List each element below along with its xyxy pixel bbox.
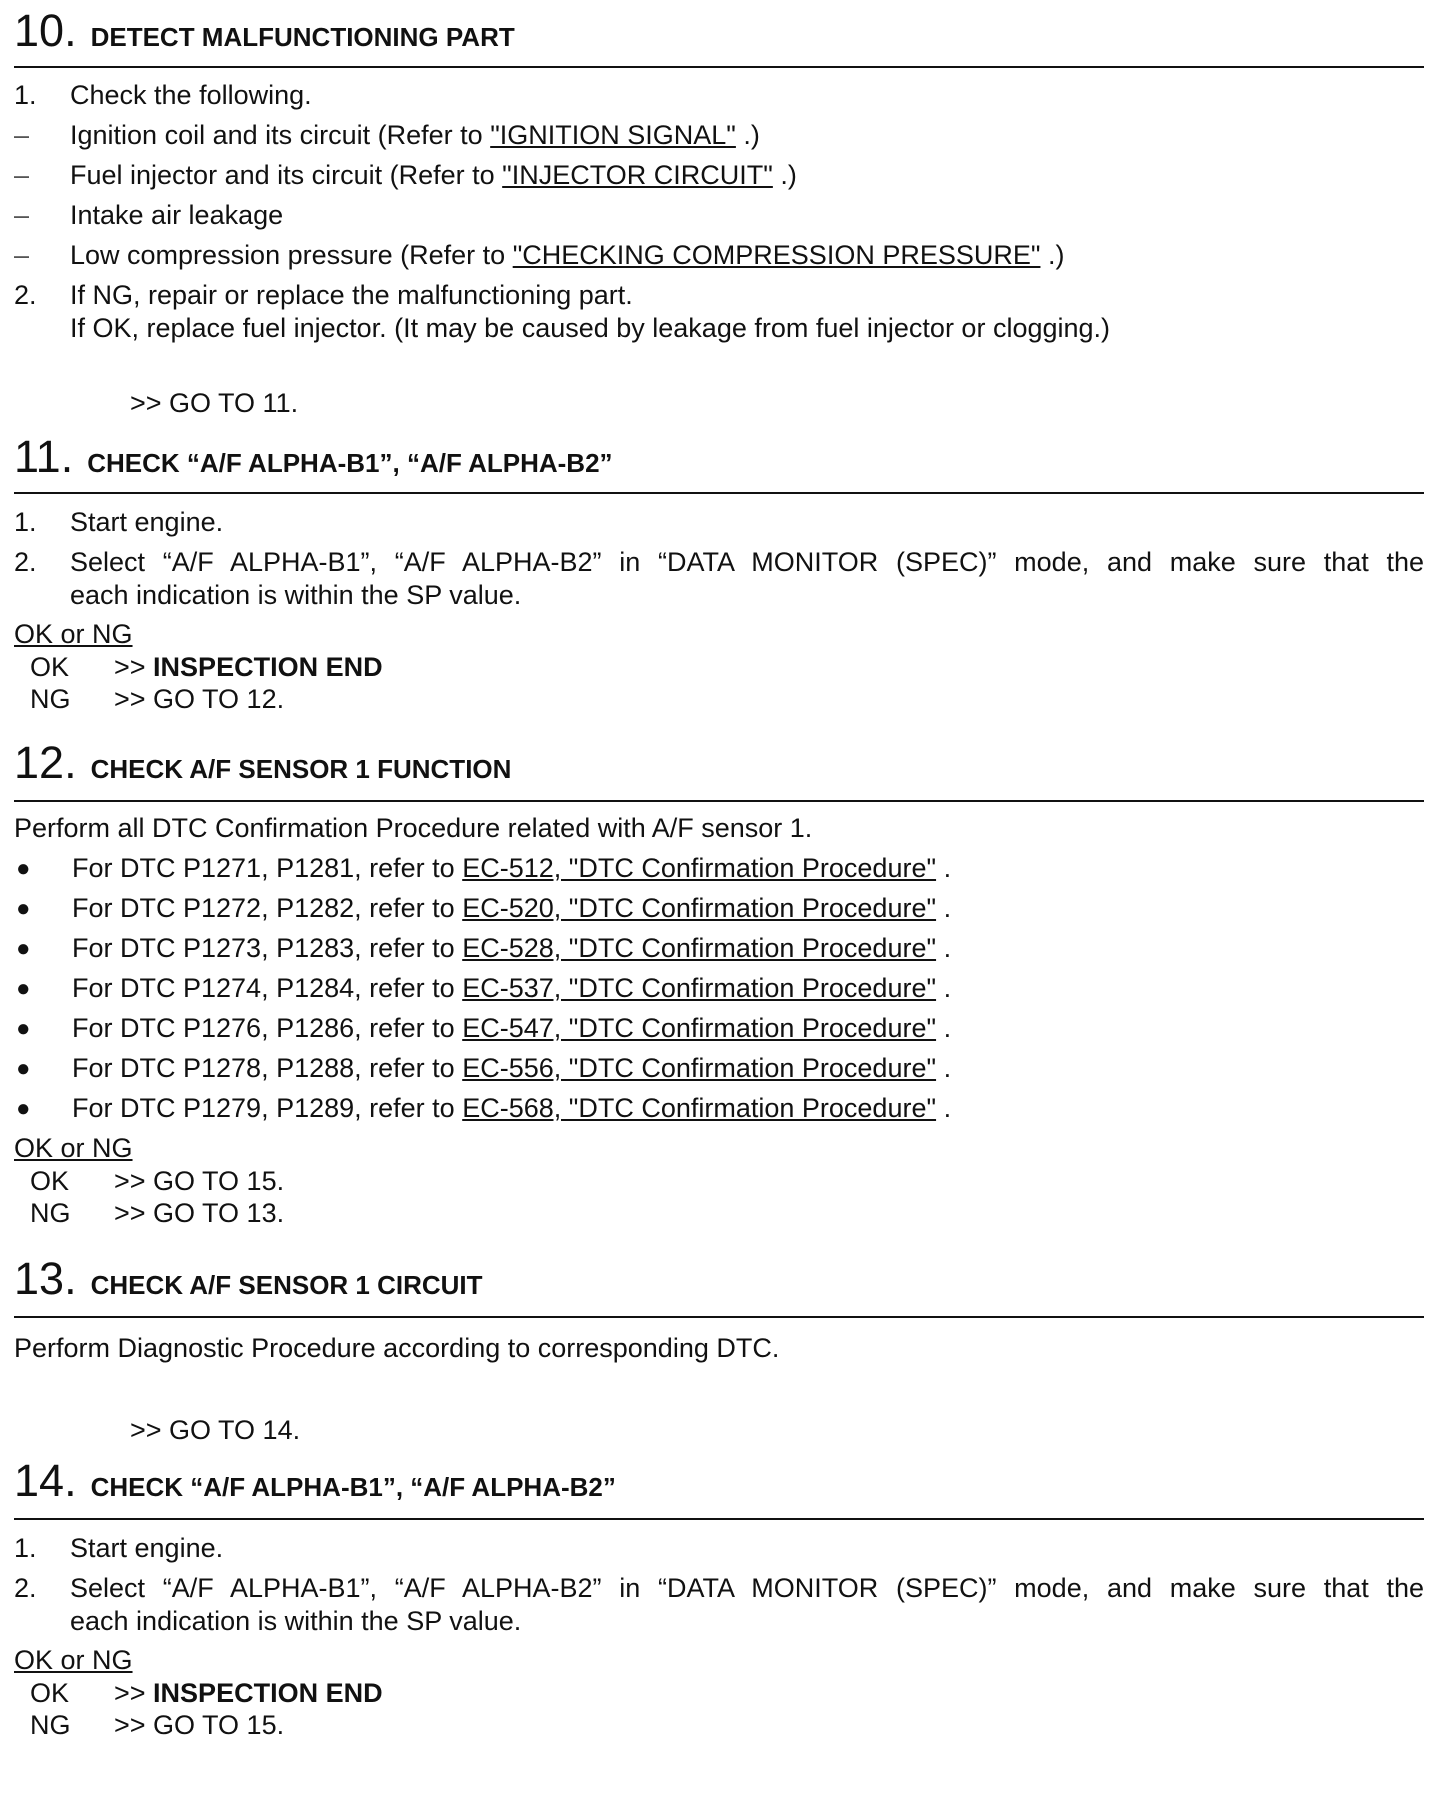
section-11-heading [14,431,1424,496]
bullet-icon: ● [16,1055,31,1082]
step-number: 2. [14,547,37,577]
list-item [14,119,1424,159]
result-ng [14,1197,1424,1229]
dtc-text: For DTC P1278, P1288 [72,1053,355,1083]
step-text: each indication is within the SP value. [70,580,522,610]
item-suffix: .) [772,160,797,190]
section-title: CHECK A/F SENSOR 1 FUNCTION [90,754,512,784]
step-row [14,1532,1424,1572]
ok-label: OK [30,1166,70,1196]
step-text: Select “A/F ALPHA-B1”, “A/F ALPHA-B2” in “DATA MONITOR (SPEC)” mode, and make sure that the [70,1573,1424,1603]
item-suffix: . [936,853,952,883]
list-item [14,852,1424,892]
ng-label: NG [30,1710,71,1740]
body-text: Perform Diagnostic Procedure according to corresponding DTC. [14,1333,780,1363]
section-11 [14,431,1424,715]
item-suffix: .) [1040,240,1065,270]
ng-label: NG [30,684,71,714]
dtc-text: For DTC P1279, P1289 [72,1093,355,1123]
step-number: 1. [14,507,37,537]
dash-marker: – [14,240,30,270]
step-text: If NG, repair or replace the malfunctioning part. [70,280,633,310]
list-item [14,239,1424,279]
goto-text: >> GO TO 11. [130,388,299,418]
dtc-text: For DTC P1273, P1283 [72,933,355,963]
section-number: 11 . [14,434,73,479]
ignition-signal-link[interactable]: "IGNITION SIGNAL" [490,120,736,150]
item-suffix: . [936,893,952,923]
section-number: 13 . [14,1256,77,1301]
refer-text: , refer to [354,1013,463,1043]
result-ok [14,651,1424,683]
list-item [14,199,1424,239]
section-10 [14,0,1424,418]
bullet-icon: ● [16,1095,31,1122]
list-item [14,159,1424,199]
section-title: DETECT MALFUNCTIONING PART [90,22,515,52]
step-row [14,79,1424,119]
bullet-icon: ● [16,1015,31,1042]
list-item [14,1092,1424,1132]
section-number: 14 . [14,1458,77,1503]
step-row [14,1572,1424,1638]
step-text: Check the following. [70,80,312,110]
item-suffix: . [936,973,952,1003]
section-number: 12 . [14,740,77,785]
step-row [14,546,1424,612]
section-12-heading [14,737,1424,802]
ok-label: OK [30,652,70,682]
list-item [14,972,1424,1012]
item-text: Low compression pressure (Refer to [70,240,513,270]
item-text: Fuel injector and its circuit (Refer to [70,160,503,190]
section-title: CHECK A/F SENSOR 1 CIRCUIT [90,1270,483,1300]
dtc-procedure-link[interactable]: EC-568, "DTC Confirmation Procedure" [462,1093,937,1123]
section-10-heading [14,0,1424,66]
item-text: Intake air leakage [70,200,284,230]
step-text: each indication is within the SP value. [70,1606,522,1636]
ok-label: OK [30,1678,70,1708]
ok-or-ng-label: OK or NG [14,1133,133,1163]
dtc-text: For DTC P1276, P1286 [72,1013,355,1043]
result-prefix: >> [114,1678,154,1708]
dtc-procedure-link[interactable]: EC-537, "DTC Confirmation Procedure" [462,973,937,1003]
item-suffix: . [936,933,952,963]
inspection-end-text: INSPECTION END [153,1678,383,1708]
dtc-procedure-link[interactable]: EC-528, "DTC Confirmation Procedure" [462,933,937,963]
step-number: 2. [14,280,37,310]
result-action: >> GO TO 13. [114,1198,285,1228]
step-number: 2. [14,1573,37,1603]
item-text: Ignition coil and its circuit (Refer to [70,120,491,150]
step-text: Start engine. [70,1533,224,1563]
dtc-text: For DTC P1271, P1281 [72,853,355,883]
section-13-heading [14,1253,1424,1318]
step-number: 1. [14,80,37,110]
dtc-procedure-link[interactable]: EC-512, "DTC Confirmation Procedure" [462,853,937,883]
refer-text: , refer to [354,973,463,1003]
section-title: CHECK “A/F ALPHA-B1”, “A/F ALPHA-B2” [87,448,613,478]
section-14-heading [14,1455,1424,1520]
step-row [14,279,1424,345]
result-ng [14,683,1424,715]
dash-marker: – [14,200,30,230]
step-row [14,506,1424,546]
bullet-icon: ● [16,895,31,922]
dtc-text: For DTC P1272, P1282 [72,893,355,923]
result-action: >> GO TO 15. [114,1710,285,1740]
ng-label: NG [30,1198,71,1228]
dtc-procedure-link[interactable]: EC-547, "DTC Confirmation Procedure" [462,1013,937,1043]
bullet-icon: ● [16,855,31,882]
step-text: Start engine. [70,507,224,537]
list-item [14,1052,1424,1092]
ok-or-ng-label: OK or NG [14,1645,133,1675]
result-ok [14,1677,1424,1709]
ok-or-ng-label: OK or NG [14,619,133,649]
refer-text: , refer to [354,893,463,923]
inspection-end-text: INSPECTION END [153,652,383,682]
injector-circuit-link[interactable]: "INJECTOR CIRCUIT" [502,160,773,190]
result-prefix: >> [114,652,154,682]
section-14 [14,1455,1424,1741]
refer-text: , refer to [354,1053,463,1083]
item-suffix: . [936,1053,952,1083]
list-item [14,932,1424,972]
item-suffix: . [936,1013,952,1043]
section-12 [14,737,1424,1229]
section-title: CHECK “A/F ALPHA-B1”, “A/F ALPHA-B2” [90,1472,616,1502]
list-item [14,1012,1424,1052]
result-action: >> GO TO 12. [114,684,285,714]
dash-marker: – [14,160,30,190]
refer-text: , refer to [354,853,463,883]
step-number: 1. [14,1533,37,1563]
bullet-icon: ● [16,975,31,1002]
dtc-text: For DTC P1274, P1284 [72,973,355,1003]
result-action: >> GO TO 15. [114,1166,285,1196]
step-text: Select “A/F ALPHA-B1”, “A/F ALPHA-B2” in “DATA MONITOR (SPEC)” mode, and make sure that the [70,547,1424,577]
section-number: 10 . [14,8,77,53]
dtc-procedure-link[interactable]: EC-520, "DTC Confirmation Procedure" [462,893,937,923]
refer-text: , refer to [354,933,463,963]
item-suffix: . [936,1093,952,1123]
compression-pressure-link[interactable]: "CHECKING COMPRESSION PRESSURE" [512,240,1041,270]
intro-text: Perform all DTC Confirmation Procedure related with A/F sensor 1. [14,813,813,843]
bullet-icon: ● [16,935,31,962]
dash-marker: – [14,120,30,150]
section-13 [14,1253,1424,1445]
refer-text: , refer to [354,1093,463,1123]
dtc-procedure-link[interactable]: EC-556, "DTC Confirmation Procedure" [462,1053,937,1083]
item-suffix: .) [735,120,760,150]
goto-text: >> GO TO 14. [130,1415,301,1445]
step-text: If OK, replace fuel injector. (It may be caused by leakage from fuel injector or clogging.) [70,313,1111,343]
result-ng [14,1709,1424,1741]
list-item [14,892,1424,932]
result-ok [14,1165,1424,1197]
